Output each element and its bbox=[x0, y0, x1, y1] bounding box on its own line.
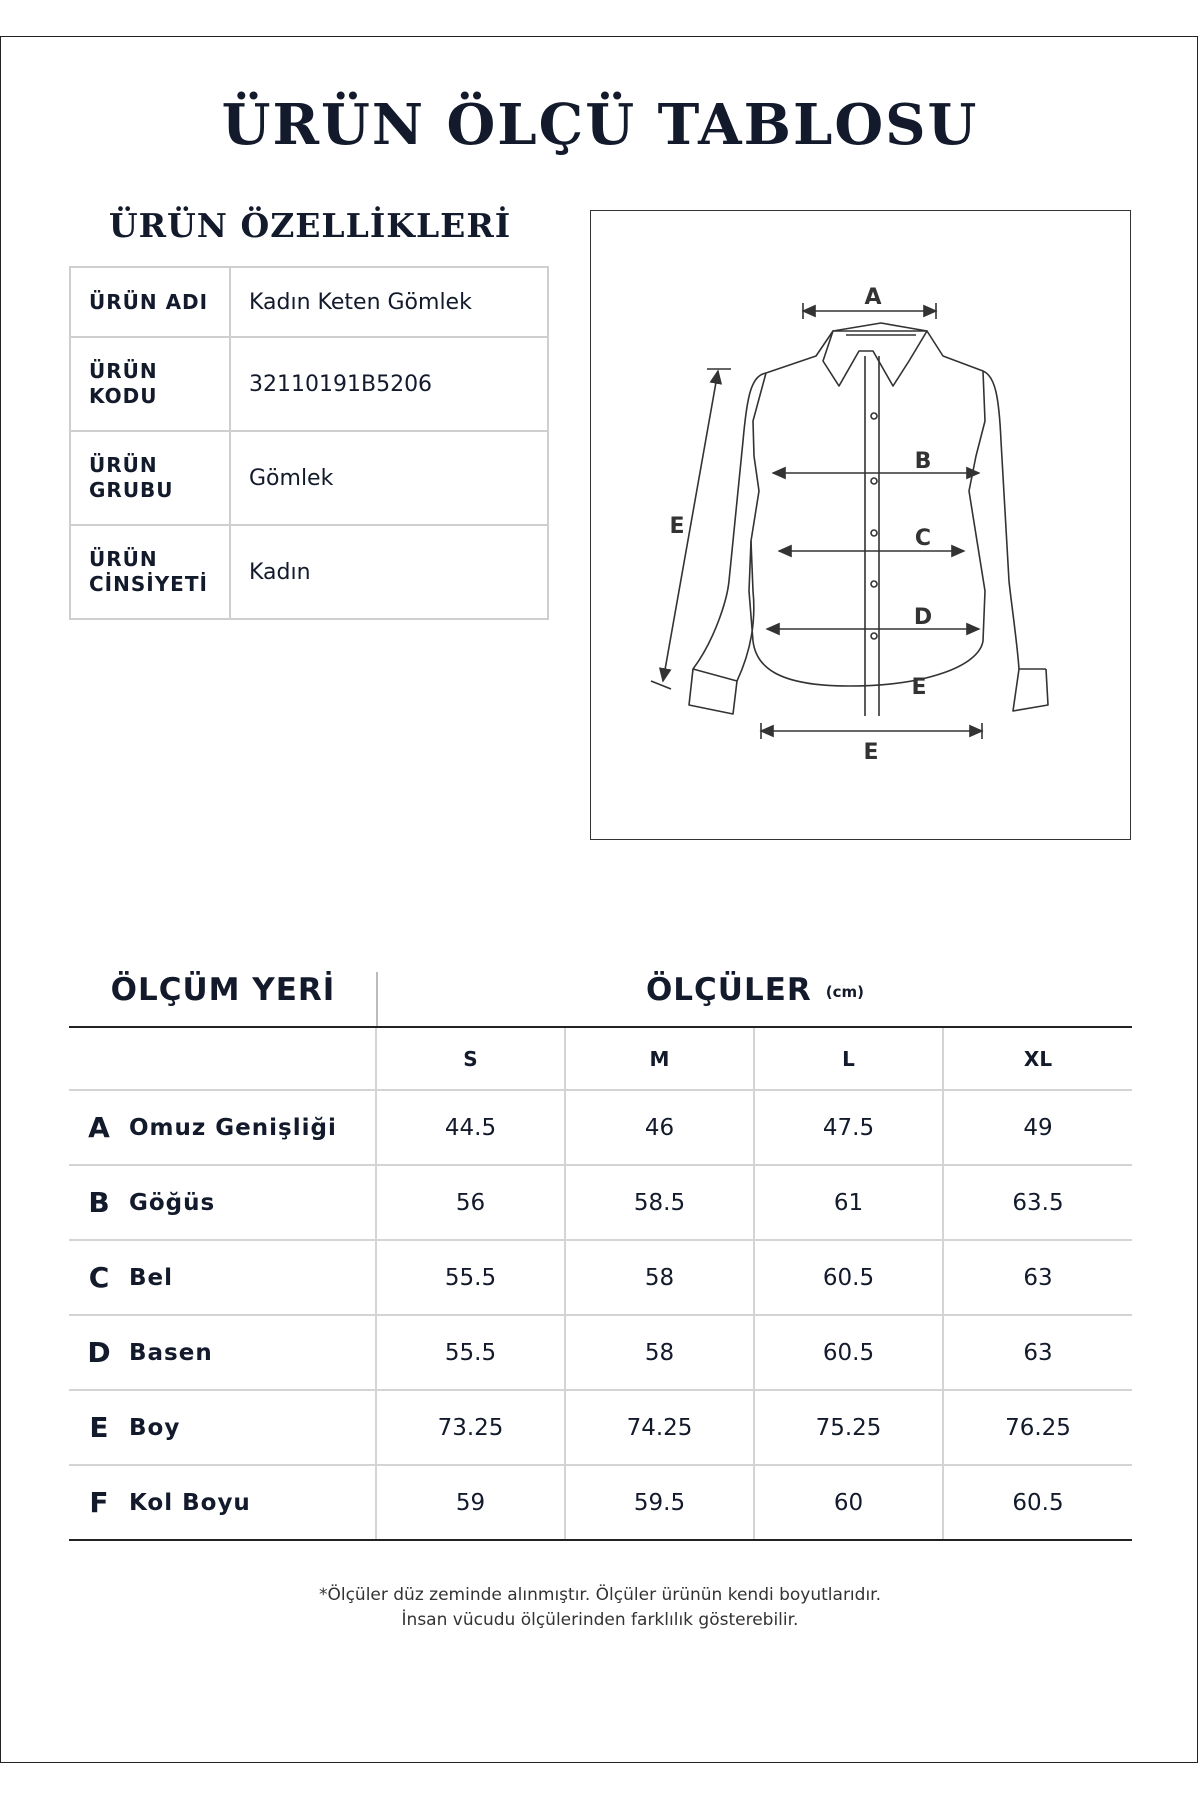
size-header-xl: XL bbox=[943, 1028, 1132, 1090]
label-c: C bbox=[914, 526, 932, 551]
row-name: Bel bbox=[129, 1240, 376, 1315]
properties-title: ÜRÜN ÖZELLİKLERİ bbox=[108, 206, 512, 245]
table-row bbox=[69, 1390, 1132, 1465]
row-name: Kol Boyu bbox=[129, 1465, 376, 1540]
measurements-header bbox=[378, 972, 1132, 1008]
value-cell: 73.25 bbox=[376, 1390, 565, 1465]
value-cell: 58 bbox=[565, 1315, 754, 1390]
row-name: Boy bbox=[129, 1390, 376, 1465]
value-cell: 55.5 bbox=[376, 1315, 565, 1390]
size-header-row bbox=[69, 1028, 1132, 1090]
footnote-line-1: *Ölçüler düz zeminde alınmıştır. Ölçüler ürünün kendi boyutlarıdır. bbox=[318, 1585, 882, 1605]
row-name: Göğüs bbox=[129, 1165, 376, 1240]
value-cell: 44.5 bbox=[376, 1090, 565, 1165]
row-name: Basen bbox=[129, 1315, 376, 1390]
value-cell: 63 bbox=[943, 1240, 1132, 1315]
label-a: A bbox=[864, 285, 882, 310]
value-cell: 46 bbox=[565, 1090, 754, 1165]
size-header-m: M bbox=[565, 1028, 754, 1090]
row-letter: E bbox=[69, 1390, 129, 1465]
property-value: Kadın bbox=[230, 525, 548, 619]
value-cell: 76.25 bbox=[943, 1390, 1132, 1465]
property-key: ÜRÜN KODU bbox=[70, 337, 230, 431]
property-value: 32110191B5206 bbox=[230, 337, 548, 431]
value-cell: 47.5 bbox=[754, 1090, 943, 1165]
value-cell: 58.5 bbox=[565, 1165, 754, 1240]
shirt-left-sleeve bbox=[689, 373, 766, 714]
unit-label: (cm) bbox=[825, 983, 865, 1001]
value-cell: 60.5 bbox=[943, 1465, 1132, 1540]
size-header-s: S bbox=[376, 1028, 565, 1090]
property-value: Gömlek bbox=[230, 431, 548, 525]
size-header-l: L bbox=[754, 1028, 943, 1090]
value-cell: 58 bbox=[565, 1240, 754, 1315]
property-row-code bbox=[70, 337, 548, 431]
value-cell: 55.5 bbox=[376, 1240, 565, 1315]
value-cell: 60.5 bbox=[754, 1240, 943, 1315]
row-letter: A bbox=[69, 1090, 129, 1165]
row-name: Omuz Genişliği bbox=[129, 1090, 376, 1165]
blank-header-cell bbox=[69, 1028, 376, 1090]
shirt-left-cuff bbox=[693, 669, 737, 681]
property-row-gender bbox=[70, 525, 548, 619]
value-cell: 59 bbox=[376, 1465, 565, 1540]
label-e-bottom: E bbox=[863, 740, 879, 765]
shirt-body-outline bbox=[749, 331, 985, 686]
property-key: ÜRÜN CİNSİYETİ bbox=[70, 525, 230, 619]
label-e-hem: E bbox=[911, 675, 927, 700]
label-e-sleeve: E bbox=[669, 514, 685, 539]
table-row bbox=[69, 1315, 1132, 1390]
value-cell: 74.25 bbox=[565, 1390, 754, 1465]
value-cell: 63 bbox=[943, 1315, 1132, 1390]
table-row bbox=[69, 1165, 1132, 1240]
value-cell: 59.5 bbox=[565, 1465, 754, 1540]
page-title: ÜRÜN ÖLÇÜ TABLOSU bbox=[221, 92, 979, 158]
value-cell: 60.5 bbox=[754, 1315, 943, 1390]
table-row bbox=[69, 1465, 1132, 1540]
value-cell: 63.5 bbox=[943, 1165, 1132, 1240]
table-row bbox=[69, 1240, 1132, 1315]
value-cell: 75.25 bbox=[754, 1390, 943, 1465]
value-cell: 49 bbox=[943, 1090, 1132, 1165]
value-cell: 56 bbox=[376, 1165, 565, 1240]
footnote-line-2: İnsan vücudu ölçülerinden farklılık gösterebilir. bbox=[401, 1610, 799, 1630]
row-letter: B bbox=[69, 1165, 129, 1240]
footnote bbox=[0, 1583, 1200, 1633]
label-b: B bbox=[914, 449, 932, 474]
property-key: ÜRÜN GRUBU bbox=[70, 431, 230, 525]
measurement-area-header: ÖLÇÜM YERİ bbox=[110, 972, 336, 1008]
property-row-name bbox=[70, 267, 548, 337]
value-cell: 61 bbox=[754, 1165, 943, 1240]
row-letter: D bbox=[69, 1315, 129, 1390]
row-letter: C bbox=[69, 1240, 129, 1315]
property-key: ÜRÜN ADI bbox=[70, 267, 230, 337]
shirt-right-sleeve bbox=[983, 371, 1048, 711]
property-row-group bbox=[70, 431, 548, 525]
properties-table bbox=[69, 266, 549, 620]
label-d: D bbox=[913, 605, 933, 630]
property-value: Kadın Keten Gömlek bbox=[230, 267, 548, 337]
table-row bbox=[69, 1090, 1132, 1165]
row-letter: F bbox=[69, 1465, 129, 1540]
shirt-collar bbox=[823, 323, 927, 386]
size-table bbox=[69, 1028, 1132, 1541]
value-cell: 60 bbox=[754, 1465, 943, 1540]
measurements-title: ÖLÇÜLER bbox=[645, 972, 812, 1008]
shirt-diagram bbox=[590, 210, 1131, 840]
